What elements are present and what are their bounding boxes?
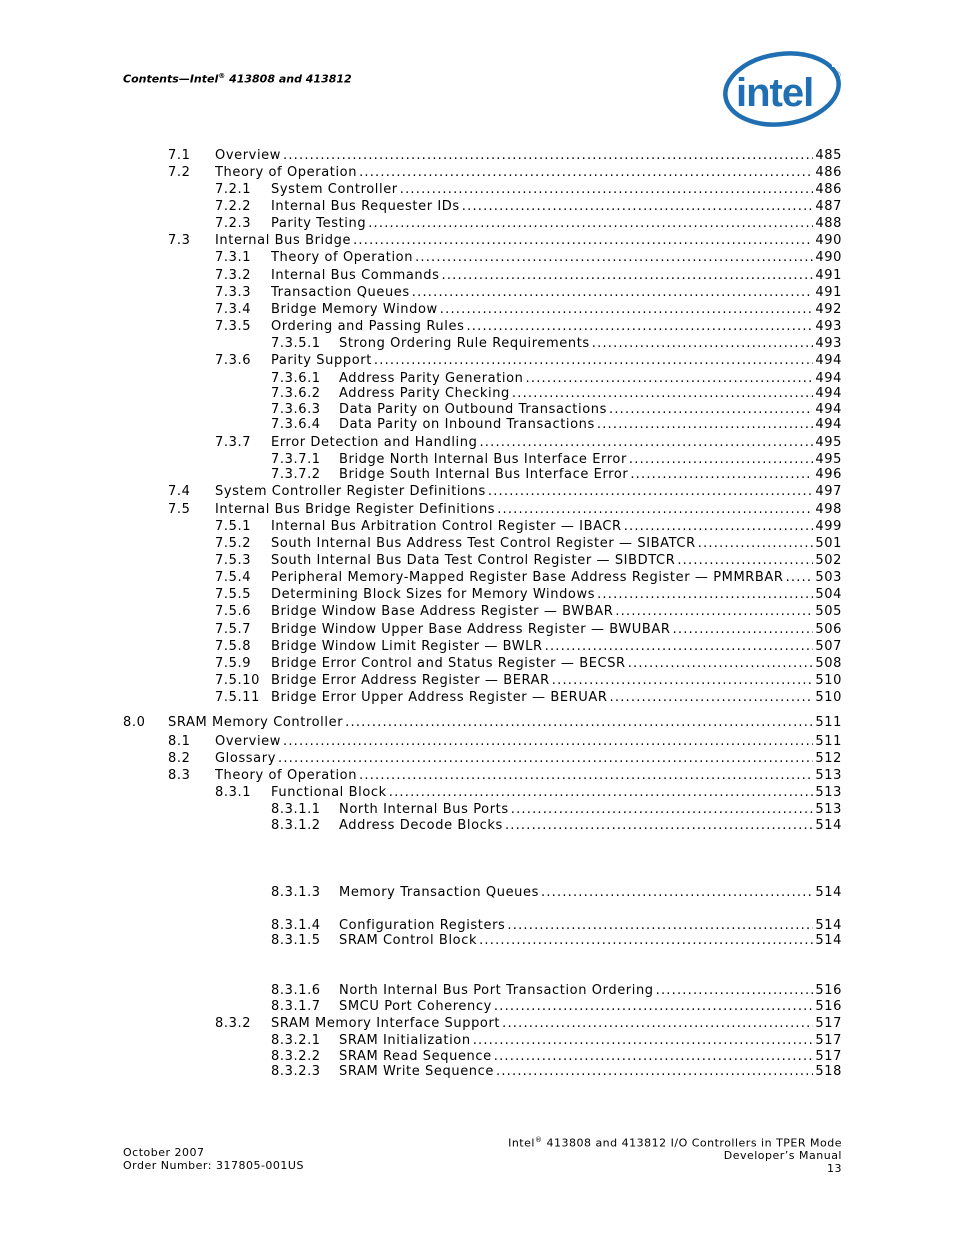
toc-entry[interactable] <box>271 999 842 1015</box>
toc-entry[interactable] <box>215 785 842 801</box>
toc-entry-title: Memory Transaction Queues <box>339 885 539 900</box>
toc-entry-title: North Internal Bus Port Transaction Ordering <box>339 983 654 998</box>
toc-entry-number: 7.3.5 <box>215 319 252 334</box>
toc-entry-number: 8.3.1.4 <box>271 918 321 933</box>
toc-dot-leader <box>656 983 814 999</box>
toc-entry-number: 7.5.3 <box>215 553 252 568</box>
toc-entry-title: Theory of Operation <box>215 768 358 783</box>
toc-entry-title: Overview <box>215 734 282 749</box>
toc-entry-title: System Controller Register Definitions <box>215 484 486 499</box>
toc-entry-number: 7.5.5 <box>215 587 252 602</box>
toc-dot-leader <box>462 199 814 215</box>
toc-dot-leader <box>615 604 813 620</box>
toc-entry-title: Error Detection and Handling <box>271 435 478 450</box>
toc-entry[interactable] <box>168 165 842 181</box>
toc-entry-page: 514 <box>815 933 842 948</box>
toc-entry-number: 7.4 <box>168 484 191 499</box>
toc-dot-leader <box>359 768 813 784</box>
toc-entry-page: 513 <box>815 802 842 817</box>
toc-entry[interactable] <box>271 933 842 949</box>
toc-entry-title: Bridge Error Address Register — BERAR <box>271 673 550 688</box>
toc-entry-page: 488 <box>815 216 842 231</box>
toc-entry[interactable] <box>168 768 842 784</box>
toc-entry-number: 7.5.2 <box>215 536 252 551</box>
toc-dot-leader <box>442 268 814 284</box>
toc-dot-leader <box>597 587 813 603</box>
toc-entry-title: Data Parity on Outbound Transactions <box>339 402 607 417</box>
toc-entry[interactable] <box>271 1033 842 1049</box>
toc-entry-title: Parity Testing <box>271 216 367 231</box>
toc-entry-number: 7.5.7 <box>215 622 252 637</box>
toc-entry-number: 8.0 <box>123 715 146 730</box>
toc-entry-page: 501 <box>815 536 842 551</box>
toc-entry-number: 8.1 <box>168 734 191 749</box>
toc-dot-leader <box>628 656 814 672</box>
toc-entry-page: 495 <box>815 452 842 467</box>
toc-dot-leader <box>488 484 814 500</box>
toc-entry-number: 7.3.6.4 <box>271 417 321 432</box>
toc-entry-title: Configuration Registers <box>339 918 506 933</box>
toc-entry-number: 7.5.1 <box>215 519 252 534</box>
toc-entry[interactable] <box>271 1064 842 1080</box>
toc-entry-title: South Internal Bus Data Test Control Register — SIBDTCR <box>271 553 676 568</box>
toc-entry[interactable] <box>215 553 842 569</box>
toc-entry-page: 494 <box>815 371 842 386</box>
toc-entry-page: 517 <box>815 1016 842 1031</box>
toc-entry-title: Overview <box>215 148 282 163</box>
toc-entry-number: 8.3.2.1 <box>271 1033 321 1048</box>
toc-dot-leader <box>374 353 813 369</box>
toc-entry-page: 490 <box>815 250 842 265</box>
toc-dot-leader <box>283 148 813 164</box>
toc-entry-number: 8.3.1.2 <box>271 818 321 833</box>
toc-entry[interactable] <box>215 639 842 655</box>
toc-entry-number: 8.3.1.7 <box>271 999 321 1014</box>
toc-dot-leader <box>511 802 814 818</box>
logo-wordmark: intel <box>736 71 814 115</box>
toc-entry[interactable] <box>271 885 842 901</box>
toc-entry-number: 7.3.5.1 <box>271 336 321 351</box>
toc-entry-page: 486 <box>815 165 842 180</box>
toc-entry[interactable] <box>271 386 842 402</box>
toc-entry[interactable] <box>271 402 842 418</box>
toc-entry-title: Ordering and Passing Rules <box>271 319 465 334</box>
toc-dot-leader <box>507 918 813 934</box>
toc-dot-leader <box>497 502 813 518</box>
toc-entry[interactable] <box>215 570 842 586</box>
footer-order-number: Order Number: 317805-001US <box>123 1158 304 1172</box>
toc-entry-page: 490 <box>815 233 842 248</box>
toc-entry-page: 514 <box>815 885 842 900</box>
toc-entry-title: SRAM Read Sequence <box>339 1049 492 1064</box>
toc-entry-number: 7.5.10 <box>215 673 260 688</box>
footer-date: October 2007 <box>123 1146 205 1159</box>
toc-entry-page: 510 <box>815 690 842 705</box>
toc-entry-number: 7.2.1 <box>215 182 252 197</box>
toc-entry-page: 514 <box>815 818 842 833</box>
toc-entry-title: South Internal Bus Address Test Control Register — SIBATCR <box>271 536 696 551</box>
toc-entry-number: 7.5.9 <box>215 656 252 671</box>
toc-entry-page: 514 <box>815 918 842 933</box>
toc-entry-number: 8.3.1 <box>215 785 252 800</box>
toc-entry-title: Theory of Operation <box>215 165 358 180</box>
toc-entry[interactable] <box>215 656 842 672</box>
toc-entry[interactable] <box>215 216 842 232</box>
toc-entry-number: 7.3.1 <box>215 250 252 265</box>
toc-entry-number: 7.3.3 <box>215 285 252 300</box>
toc-entry-title: SRAM Memory Interface Support <box>271 1016 501 1031</box>
toc-entry-number: 7.3.7.2 <box>271 467 321 482</box>
toc-entry-title: Bridge Memory Window <box>271 302 438 317</box>
toc-entry-number: 8.3.1.5 <box>271 933 321 948</box>
toc-entry-title: SRAM Memory Controller <box>168 715 344 730</box>
toc-dot-leader <box>545 639 814 655</box>
toc-dot-leader <box>502 1016 813 1032</box>
toc-entry-page: 494 <box>815 402 842 417</box>
toc-dot-leader <box>494 1049 814 1065</box>
toc-dot-leader <box>610 690 814 706</box>
toc-entry-title: SRAM Write Sequence <box>339 1064 494 1079</box>
toc-entry-title: Internal Bus Commands <box>271 268 440 283</box>
toc-dot-leader <box>629 452 813 468</box>
toc-entry-number: 8.3.2.3 <box>271 1064 321 1079</box>
footer-manual: Developer’s Manual <box>723 1149 842 1163</box>
toc-entry[interactable] <box>271 818 842 834</box>
toc-entry-title: Bridge Window Base Address Register — BWBAR <box>271 604 614 619</box>
toc-entry-page: 516 <box>815 999 842 1014</box>
toc-dot-leader <box>368 216 813 232</box>
toc-entry[interactable] <box>215 673 842 689</box>
toc-entry-number: 8.3.2.2 <box>271 1049 321 1064</box>
toc-entry[interactable] <box>215 182 842 198</box>
toc-entry-number: 7.2.3 <box>215 216 252 231</box>
toc-dot-leader <box>496 1064 813 1080</box>
toc-entry-page: 502 <box>815 553 842 568</box>
footer-left <box>123 1147 304 1172</box>
toc-entry-page: 513 <box>815 785 842 800</box>
toc-entry-page: 496 <box>815 467 842 482</box>
toc-entry-number: 7.2.2 <box>215 199 252 214</box>
toc-entry-title: Peripheral Memory-Mapped Register Base Address Register — PMMRBAR <box>271 570 784 585</box>
toc-dot-leader <box>673 622 814 638</box>
toc-entry[interactable] <box>123 715 842 731</box>
toc-entry-number: 7.3.7.1 <box>271 452 321 467</box>
toc-entry-number: 7.1 <box>168 148 191 163</box>
toc-entry[interactable] <box>215 285 842 301</box>
toc-entry-page: 494 <box>815 417 842 432</box>
toc-entry-number: 7.3 <box>168 233 191 248</box>
toc-entry-title: Address Decode Blocks <box>339 818 503 833</box>
toc-entry-number: 7.3.6.2 <box>271 386 321 401</box>
toc-entry[interactable] <box>271 452 842 468</box>
toc-entry-number: 8.3.1.6 <box>271 983 321 998</box>
toc-entry[interactable] <box>271 1049 842 1065</box>
toc-entry[interactable] <box>215 690 842 706</box>
toc-entry-number: 8.3.1.1 <box>271 802 321 817</box>
toc-dot-leader <box>345 715 813 731</box>
toc-entry-page: 498 <box>815 502 842 517</box>
toc-entry[interactable] <box>215 604 842 620</box>
toc-dot-leader <box>698 536 814 552</box>
toc-entry-page: 507 <box>815 639 842 654</box>
toc-entry[interactable] <box>215 319 842 335</box>
toc-dot-leader <box>359 165 813 181</box>
toc-entry-title: SRAM Initialization <box>339 1033 471 1048</box>
toc-entry-number: 7.5.8 <box>215 639 252 654</box>
toc-entry[interactable] <box>271 417 842 433</box>
toc-entry-page: 503 <box>815 570 842 585</box>
toc-dot-leader <box>353 233 813 249</box>
toc-dot-leader <box>597 417 813 433</box>
toc-entry-number: 7.3.7 <box>215 435 252 450</box>
toc-entry-title: Bridge Error Upper Address Register — BERUAR <box>271 690 608 705</box>
toc-dot-leader <box>283 734 813 750</box>
toc-entry-page: 487 <box>815 199 842 214</box>
toc-entry-title: Theory of Operation <box>271 250 414 265</box>
toc-entry-page: 516 <box>815 983 842 998</box>
toc-entry[interactable] <box>271 983 842 999</box>
footer-right <box>508 1134 842 1175</box>
toc-entry-number: 8.2 <box>168 751 191 766</box>
toc-entry-title: Bridge Window Upper Base Address Register — BWUBAR <box>271 622 671 637</box>
toc-dot-leader <box>400 182 814 198</box>
toc-entry[interactable] <box>168 233 842 249</box>
toc-entry-page: 517 <box>815 1033 842 1048</box>
toc-dot-leader <box>473 1033 814 1049</box>
toc-entry-number: 7.5.11 <box>215 690 260 705</box>
toc-entry-title: Data Parity on Inbound Transactions <box>339 417 595 432</box>
toc-entry-number: 8.3.1.3 <box>271 885 321 900</box>
toc-entry-page: 493 <box>815 336 842 351</box>
toc-dot-leader <box>412 285 814 301</box>
toc-entry-page: 505 <box>815 604 842 619</box>
toc-dot-leader <box>415 250 813 266</box>
toc-dot-leader <box>541 885 813 901</box>
toc-entry-title: Parity Support <box>271 353 372 368</box>
toc-entry-number: 7.3.6.1 <box>271 371 321 386</box>
toc-entry[interactable] <box>215 302 842 318</box>
toc-entry-title: Bridge South Internal Bus Interface Error <box>339 467 629 482</box>
toc-entry[interactable] <box>271 802 842 818</box>
toc-dot-leader <box>440 302 814 318</box>
toc-entry[interactable] <box>215 435 842 451</box>
toc-dot-leader <box>479 435 813 451</box>
toc-entry-number: 7.2 <box>168 165 191 180</box>
toc-dot-leader <box>552 673 814 689</box>
toc-entry[interactable] <box>271 336 842 352</box>
toc-entry-page: 508 <box>815 656 842 671</box>
toc-entry-page: 495 <box>815 435 842 450</box>
toc-entry-number: 7.3.6 <box>215 353 252 368</box>
toc-entry-page: 494 <box>815 353 842 368</box>
toc-entry-title: Internal Bus Requester IDs <box>271 199 460 214</box>
toc-entry-title: Glossary <box>215 751 276 766</box>
toc-dot-leader <box>512 386 813 402</box>
toc-dot-leader <box>494 999 813 1015</box>
toc-entry-page: 492 <box>815 302 842 317</box>
toc-entry-title: Strong Ordering Rule Requirements <box>339 336 590 351</box>
toc-entry[interactable] <box>168 734 842 750</box>
toc-entry-title: Bridge Window Limit Register — BWLR <box>271 639 543 654</box>
toc-entry[interactable] <box>215 587 842 603</box>
toc-entry-title: SMCU Port Coherency <box>339 999 492 1014</box>
toc-entry-title: Internal Bus Bridge <box>215 233 352 248</box>
logo-trademark: ® <box>834 70 841 80</box>
toc-dot-leader <box>630 467 813 483</box>
toc-entry[interactable] <box>215 250 842 266</box>
toc-dot-leader <box>389 785 814 801</box>
toc-dot-leader <box>609 402 813 418</box>
toc-entry-page: 494 <box>815 386 842 401</box>
toc-entry-page: 504 <box>815 587 842 602</box>
toc-entry-title: Bridge North Internal Bus Interface Error <box>339 452 627 467</box>
running-header: Contents—Intel® 413808 and 413812 <box>123 72 352 86</box>
footer-document-title: Intel® 413808 and 413812 I/O Controllers in TPER Mode <box>508 1136 842 1150</box>
toc-dot-leader <box>526 371 814 387</box>
toc-entry-page: 486 <box>815 182 842 197</box>
toc-entry-page: 511 <box>815 715 842 730</box>
toc-entry-page: 517 <box>815 1049 842 1064</box>
toc-dot-leader <box>479 933 813 949</box>
toc-entry-title: Internal Bus Bridge Register Definitions <box>215 502 496 517</box>
toc-entry[interactable] <box>215 268 842 284</box>
toc-dot-leader <box>592 336 814 352</box>
toc-entry[interactable] <box>168 502 842 518</box>
toc-dot-leader <box>624 519 814 535</box>
toc-entry-title: Address Parity Generation <box>339 371 524 386</box>
toc-entry-title: SRAM Control Block <box>339 933 478 948</box>
toc-entry-page: 511 <box>815 734 842 749</box>
toc-entry-number: 8.3 <box>168 768 191 783</box>
toc-entry-number: 8.3.2 <box>215 1016 252 1031</box>
toc-dot-leader <box>278 751 813 767</box>
toc-entry-title: Address Parity Checking <box>339 386 510 401</box>
toc-dot-leader <box>505 818 813 834</box>
toc-entry-title: Transaction Queues <box>271 285 410 300</box>
toc-entry-page: 493 <box>815 319 842 334</box>
toc-entry-page: 512 <box>815 751 842 766</box>
footer-page-number: 13 <box>827 1161 842 1175</box>
toc-entry-page: 506 <box>815 622 842 637</box>
toc-entry[interactable] <box>271 918 842 934</box>
toc-entry-title: Determining Block Sizes for Memory Windows <box>271 587 596 602</box>
toc-entry[interactable] <box>271 467 842 483</box>
toc-dot-leader <box>466 319 813 335</box>
toc-entry-number: 7.5.6 <box>215 604 252 619</box>
toc-entry-page: 513 <box>815 768 842 783</box>
toc-entry-page: 497 <box>815 484 842 499</box>
toc-entry-number: 7.3.2 <box>215 268 252 283</box>
toc-entry-number: 7.3.6.3 <box>271 402 321 417</box>
toc-entry-page: 491 <box>815 285 842 300</box>
toc-entry-title: Bridge Error Control and Status Register — BECSR <box>271 656 626 671</box>
toc-entry[interactable] <box>271 371 842 387</box>
toc-entry-number: 7.3.4 <box>215 302 252 317</box>
toc-entry[interactable] <box>215 622 842 638</box>
toc-dot-leader <box>677 553 813 569</box>
toc-entry[interactable] <box>168 751 842 767</box>
toc-entry-title: North Internal Bus Ports <box>339 802 509 817</box>
toc-entry-number: 7.5.4 <box>215 570 252 585</box>
toc-entry[interactable] <box>215 1016 842 1032</box>
toc-entry[interactable] <box>215 536 842 552</box>
toc-entry[interactable] <box>168 484 842 500</box>
toc-entry-page: 510 <box>815 673 842 688</box>
toc-entry-title: System Controller <box>271 182 398 197</box>
toc-entry[interactable] <box>215 199 842 215</box>
toc-entry-page: 491 <box>815 268 842 283</box>
toc-entry-page: 499 <box>815 519 842 534</box>
toc-entry-number: 7.5 <box>168 502 191 517</box>
toc-entry-title: Functional Block <box>271 785 387 800</box>
toc-entry[interactable] <box>215 519 842 535</box>
toc-entry-page: 518 <box>815 1064 842 1079</box>
toc-entry[interactable] <box>168 148 842 164</box>
toc-entry-page: 485 <box>815 148 842 163</box>
toc-dot-leader <box>786 570 814 586</box>
toc-entry-title: Internal Bus Arbitration Control Register — IBACR <box>271 519 622 534</box>
toc-entry[interactable] <box>215 353 842 369</box>
